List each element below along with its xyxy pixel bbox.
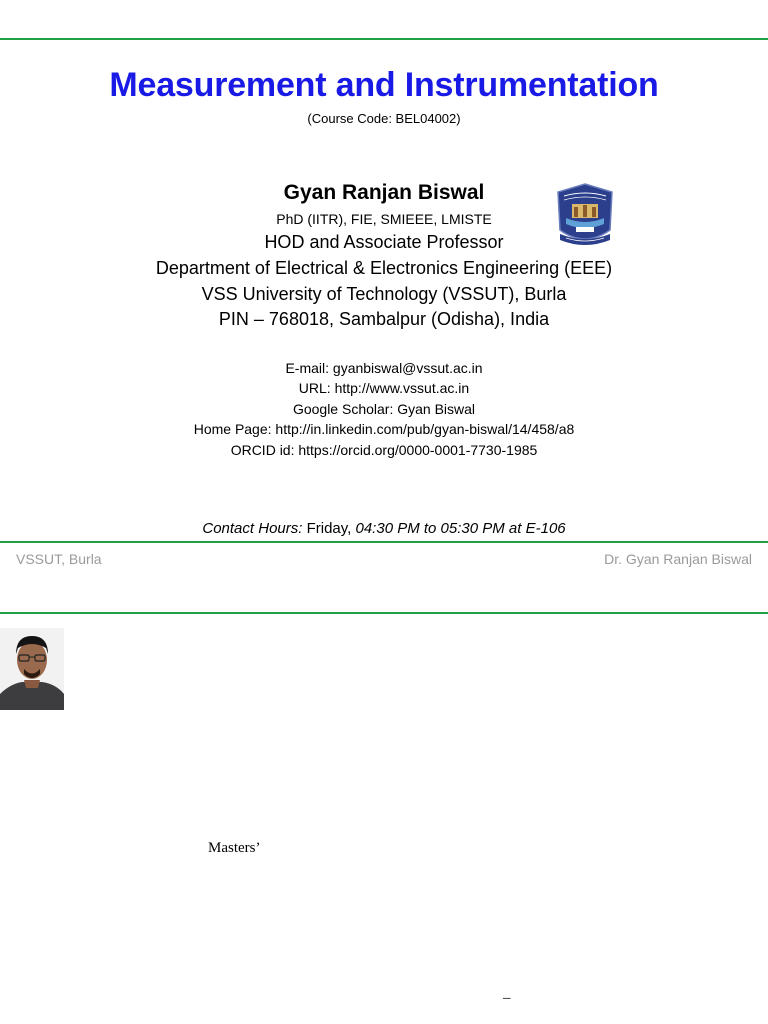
contact-hours-label: Contact Hours: [202,520,303,537]
author-name: Gyan Ranjan Biswal [283,181,485,204]
author-university: VSS University of Technology (VSSUT), Burla [201,284,567,304]
contact-email[interactable]: E-mail: gyanbiswal@vssut.ac.in [285,360,483,376]
footer-author: Dr. Gyan Ranjan Biswal [604,551,752,567]
contact-scholar: Google Scholar: Gyan Biswal [292,401,476,417]
contact-hours-time: 04:30 PM to 05:30 PM at E-106 [355,520,566,537]
author-address: PIN – 768018, Sambalpur (Odisha), India [218,309,550,329]
author-position: HOD and Associate Professor [264,232,504,252]
page-title: Measurement and Instrumentation [109,66,659,104]
text-fragment: Masters’ [208,840,261,856]
top-divider [0,38,768,40]
page-divider [0,612,768,614]
footer-institution: VSSUT, Burla [16,551,102,567]
author-department: Department of Electrical & Electronics Engineering (EEE) [155,258,613,278]
course-code: (Course Code: BEL04002) [307,111,461,126]
contact-hours [0,520,768,537]
footer-divider [0,541,768,543]
author-portrait [0,628,64,710]
dash-fragment: – [503,990,511,1006]
university-emblem-icon [554,182,616,252]
contact-hours-day: Friday, [302,520,356,537]
author-degrees: PhD (IITR), FIE, SMIEEE, LMISTE [276,211,492,227]
contact-url[interactable]: URL: http://www.vssut.ac.in [298,380,470,396]
contact-orcid[interactable]: ORCID id: https://orcid.org/0000-0001-7730-1985 [230,442,538,458]
contact-homepage[interactable]: Home Page: http://in.linkedin.com/pub/gyan-biswal/14/458/a8 [193,421,575,437]
